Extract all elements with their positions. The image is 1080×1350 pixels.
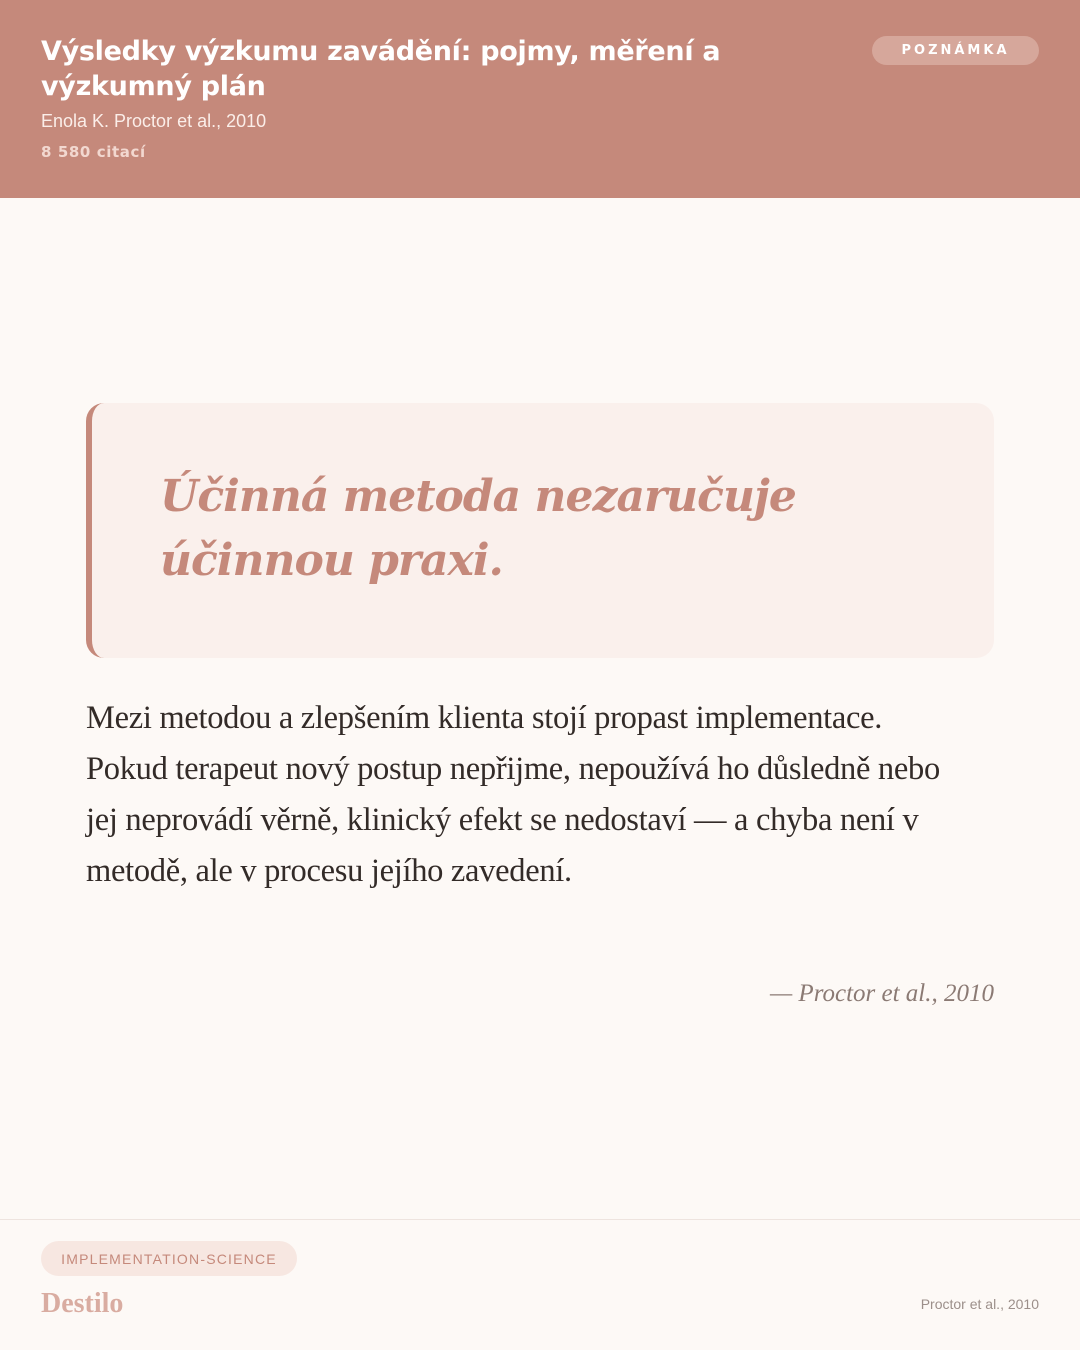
citation-count: 8 580 citací bbox=[41, 143, 146, 161]
paper-authors: Enola K. Proctor et al., 2010 bbox=[41, 111, 267, 131]
paper-title: Výsledky výzkumu zavádění: pojmy, měření a výzkumný plán bbox=[41, 36, 721, 102]
footer-citation: Proctor et al., 2010 bbox=[920, 1296, 1039, 1312]
footer-divider bbox=[0, 1219, 1080, 1220]
quote-text: Účinná metoda nezaručuje účinnou praxi. bbox=[160, 471, 796, 586]
quote-attribution: — Proctor et al., 2010 bbox=[769, 980, 994, 1007]
note-badge: POZNÁMKA bbox=[872, 36, 1039, 65]
topic-tag[interactable]: IMPLEMENTATION-SCIENCE bbox=[41, 1241, 297, 1276]
header-banner bbox=[0, 0, 1080, 198]
highlight-quote bbox=[86, 403, 994, 658]
body-paragraph: Mezi metodou a zlepšením klienta stojí propast implementace. Pokud terapeut nový postup nepřijme, nepoužívá ho důsledně nebo jej neprovádí věrně, klinický efekt se nedostaví — a chyba není v metodě, ale v procesu jejího zavedení. bbox=[86, 700, 940, 889]
brand-logo: Destilo bbox=[41, 1288, 124, 1319]
